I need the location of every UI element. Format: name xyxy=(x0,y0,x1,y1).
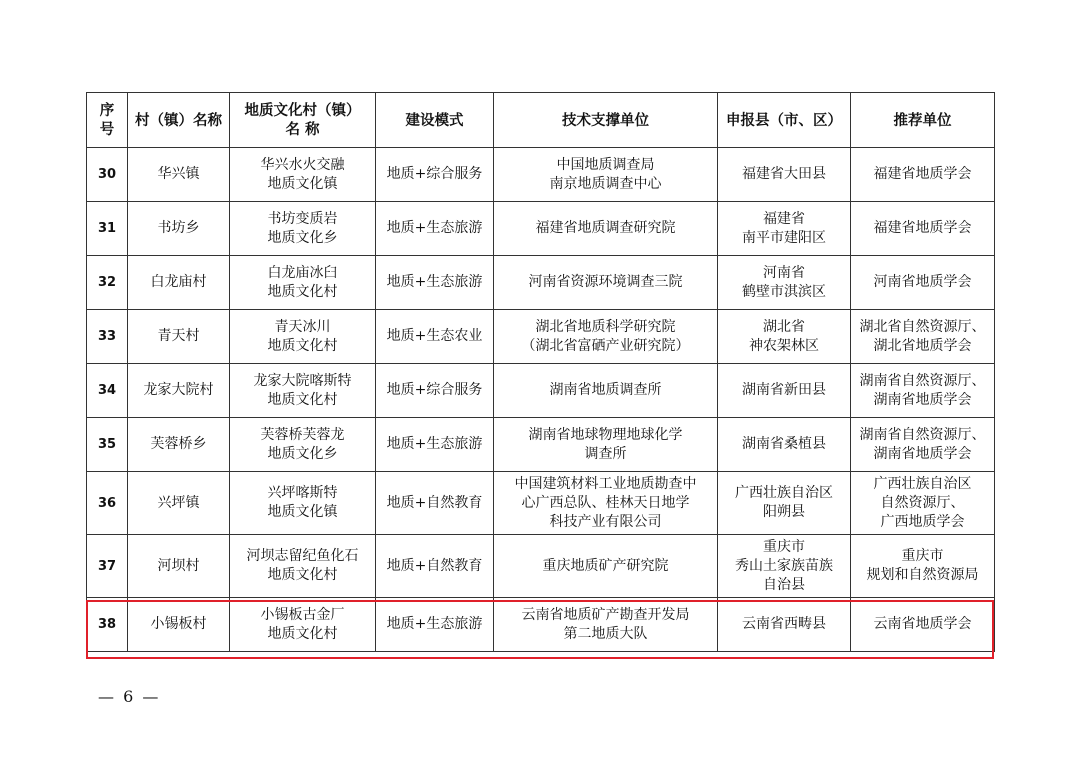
cell-tech-support-unit: 河南省资源环境调查三院 xyxy=(494,256,718,310)
cell-tech-support-unit: 中国建筑材料工业地质勘查中 心广西总队、桂林天日地学 科技产业有限公司 xyxy=(494,472,718,535)
cell-tech-support-unit: 湖北省地质科学研究院 （湖北省富硒产业研究院） xyxy=(494,310,718,364)
table-row xyxy=(87,364,995,418)
cell-village-name: 小锡板村 xyxy=(128,598,230,652)
cell-index: 35 xyxy=(87,418,128,472)
cell-culture-village-name: 河坝志留纪鱼化石 地质文化村 xyxy=(230,535,376,598)
cell-construction-mode: 地质+生态旅游 xyxy=(376,598,494,652)
cell-tech-support-unit: 湖南省地质调查所 xyxy=(494,364,718,418)
cell-construction-mode: 地质+生态旅游 xyxy=(376,256,494,310)
cell-recommending-unit: 福建省地质学会 xyxy=(851,202,995,256)
table-header-row xyxy=(87,93,995,148)
cell-tech-support-unit: 中国地质调查局 南京地质调查中心 xyxy=(494,148,718,202)
table-row xyxy=(87,418,995,472)
cell-tech-support-unit: 云南省地质矿产勘查开发局 第二地质大队 xyxy=(494,598,718,652)
cell-recommending-unit: 河南省地质学会 xyxy=(851,256,995,310)
cell-village-name: 兴坪镇 xyxy=(128,472,230,535)
cell-index: 34 xyxy=(87,364,128,418)
cell-culture-village-name: 龙家大院喀斯特 地质文化村 xyxy=(230,364,376,418)
table-row xyxy=(87,535,995,598)
cell-village-name: 芙蓉桥乡 xyxy=(128,418,230,472)
header-tech-support-unit: 技术支撑单位 xyxy=(494,93,718,148)
table-row-highlighted xyxy=(87,598,995,652)
cell-recommending-unit: 广西壮族自治区 自然资源厅、 广西地质学会 xyxy=(851,472,995,535)
cell-village-name: 华兴镇 xyxy=(128,148,230,202)
cell-recommending-unit: 湖南省自然资源厅、 湖南省地质学会 xyxy=(851,418,995,472)
cell-index: 33 xyxy=(87,310,128,364)
cell-applying-county: 河南省 鹤壁市淇滨区 xyxy=(718,256,851,310)
cell-tech-support-unit: 重庆地质矿产研究院 xyxy=(494,535,718,598)
cell-index: 38 xyxy=(87,598,128,652)
table-row xyxy=(87,256,995,310)
header-culture-village-name: 地质文化村（镇） 名 称 xyxy=(230,93,376,148)
cell-tech-support-unit: 福建省地质调查研究院 xyxy=(494,202,718,256)
cell-construction-mode: 地质+生态农业 xyxy=(376,310,494,364)
cell-village-name: 书坊乡 xyxy=(128,202,230,256)
table-row xyxy=(87,310,995,364)
cell-applying-county: 重庆市 秀山土家族苗族 自治县 xyxy=(718,535,851,598)
geology-village-table xyxy=(86,92,995,652)
cell-index: 36 xyxy=(87,472,128,535)
cell-culture-village-name: 青天冰川 地质文化村 xyxy=(230,310,376,364)
cell-culture-village-name: 华兴水火交融 地质文化镇 xyxy=(230,148,376,202)
cell-culture-village-name: 书坊变质岩 地质文化乡 xyxy=(230,202,376,256)
cell-culture-village-name: 小锡板古金厂 地质文化村 xyxy=(230,598,376,652)
cell-applying-county: 云南省西畴县 xyxy=(718,598,851,652)
page-number: — 6 — xyxy=(98,687,161,706)
table-row xyxy=(87,472,995,535)
cell-construction-mode: 地质+综合服务 xyxy=(376,364,494,418)
cell-construction-mode: 地质+自然教育 xyxy=(376,535,494,598)
cell-index: 32 xyxy=(87,256,128,310)
cell-construction-mode: 地质+综合服务 xyxy=(376,148,494,202)
cell-recommending-unit: 福建省地质学会 xyxy=(851,148,995,202)
cell-recommending-unit: 湖北省自然资源厅、 湖北省地质学会 xyxy=(851,310,995,364)
cell-applying-county: 湖北省 神农架林区 xyxy=(718,310,851,364)
cell-tech-support-unit: 湖南省地球物理地球化学 调查所 xyxy=(494,418,718,472)
cell-recommending-unit: 湖南省自然资源厅、 湖南省地质学会 xyxy=(851,364,995,418)
table-row xyxy=(87,202,995,256)
cell-village-name: 青天村 xyxy=(128,310,230,364)
cell-construction-mode: 地质+生态旅游 xyxy=(376,202,494,256)
cell-applying-county: 广西壮族自治区 阳朔县 xyxy=(718,472,851,535)
cell-culture-village-name: 白龙庙冰臼 地质文化村 xyxy=(230,256,376,310)
cell-construction-mode: 地质+自然教育 xyxy=(376,472,494,535)
header-applying-county: 申报县（市、区） xyxy=(718,93,851,148)
cell-applying-county: 湖南省桑植县 xyxy=(718,418,851,472)
header-index: 序 号 xyxy=(87,93,128,148)
cell-culture-village-name: 兴坪喀斯特 地质文化镇 xyxy=(230,472,376,535)
cell-recommending-unit: 重庆市 规划和自然资源局 xyxy=(851,535,995,598)
geology-village-table-container xyxy=(86,92,994,652)
cell-recommending-unit: 云南省地质学会 xyxy=(851,598,995,652)
cell-applying-county: 湖南省新田县 xyxy=(718,364,851,418)
cell-construction-mode: 地质+生态旅游 xyxy=(376,418,494,472)
table-row xyxy=(87,148,995,202)
cell-applying-county: 福建省大田县 xyxy=(718,148,851,202)
cell-index: 30 xyxy=(87,148,128,202)
cell-village-name: 白龙庙村 xyxy=(128,256,230,310)
cell-index: 31 xyxy=(87,202,128,256)
header-village-name: 村（镇）名称 xyxy=(128,93,230,148)
cell-applying-county: 福建省 南平市建阳区 xyxy=(718,202,851,256)
cell-index: 37 xyxy=(87,535,128,598)
header-construction-mode: 建设模式 xyxy=(376,93,494,148)
cell-culture-village-name: 芙蓉桥芙蓉龙 地质文化乡 xyxy=(230,418,376,472)
cell-village-name: 河坝村 xyxy=(128,535,230,598)
cell-village-name: 龙家大院村 xyxy=(128,364,230,418)
header-recommending-unit: 推荐单位 xyxy=(851,93,995,148)
